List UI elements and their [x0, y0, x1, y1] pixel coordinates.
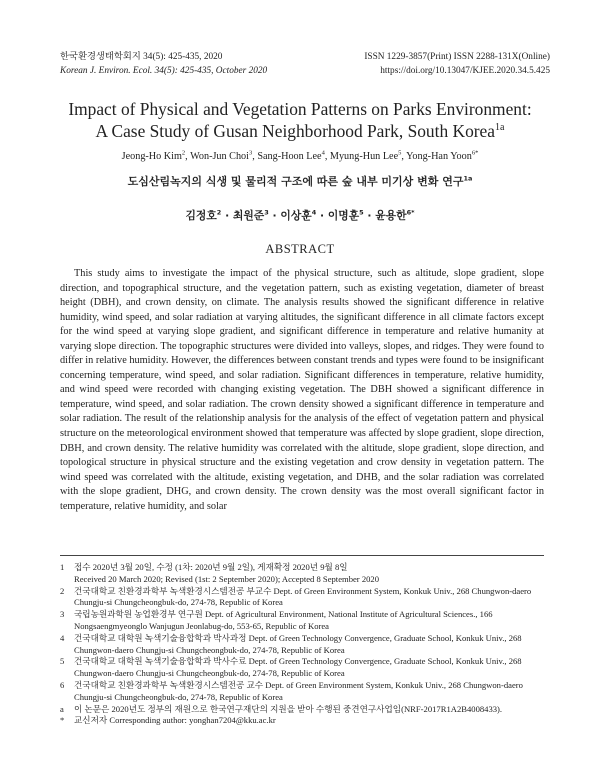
author-list: Jeong-Ho Kim$^2$, Won-Jun Choi$^3$, Sang-Hoon Lee$^4$, Myung-Hun Lee$^5$, Yong-Han Yoon$^{6*}$ [121, 149, 479, 162]
footnote-item [60, 562, 544, 586]
footnote-item [60, 656, 544, 680]
footnote-line: 건국대학교 친환경과학부 녹색환경시스템전공 교수 Dept. of Green Environment System, Konkuk Univ., 268 Chungwon-daero [74, 679, 523, 690]
doi-link[interactable]: https://doi.org/10.13047/KJEE.2020.34.5.425 [380, 66, 550, 76]
korean-author-name: 윤용한 [375, 209, 407, 222]
footnote-line: Chungju-si Chungcheongbuk-do, 274-78, Republic of Korea [74, 597, 283, 608]
author-affiliation-mark: 5 [398, 149, 402, 157]
author-affiliation-mark: 6* [471, 149, 479, 157]
korean-author-list: 김정호$^2$ · 최원준$^3$ · 이상훈$^4$ · 이명훈$^5$ · 윤용한$^{6*}$ [185, 208, 415, 222]
footnote-line: 국립농원과학원 농업환경부 연구원 Dept. of Agricultural Environment, National Institute of Agricultural Sciences., 166 [74, 609, 493, 620]
author-name: Yong-Han Yoon [406, 151, 472, 162]
footnote-mark: 4 [60, 632, 65, 643]
footnote-line: Nongsaengmyeonglo Wanjugun Jeonlabug-do, 553-65, Republic of Korea [74, 620, 330, 631]
footnote-line: Chungwon-daero Chungju-si Chungcheongbuk-do, 274-78, Republic of Korea [74, 668, 345, 679]
footnote-line: 교신저자 Corresponding author: yonghan7204@kku.ac.kr [74, 715, 276, 726]
title-line-2 [40, 120, 560, 142]
paper-title [40, 98, 560, 142]
footnote-mark: 1 [60, 562, 65, 572]
footnote-item [60, 715, 544, 727]
footnote-line: 이 논문은 2020년도 정부의 재원으로 한국연구재단의 지원을 받아 수행된 중견연구사업임(NRF-2017R1A2B4008433). [74, 703, 503, 714]
abstract-body: This study aims to investigate the impact of the physical structure, such as altitude, slope gradient, slope direction, and topographical structure, and the vegetation pattern, such as existing vegetation, diameter of breast height (DBH), and crown density, on climate. The analysis results showed the significant difference in relative humidity, wind speed, and solar radiation at varying altitudes, the significant difference in all climate factors except for the wind speed at varying slope gradient, and significant difference in temperature and relative humanity at varying slope direction. The topographic structures were divided into valleys, slopes, and ridges. They were found to differ in relative humidity. However, the differences between constant trends and types were found to be insignificant concerning temperature, wind speed, and solar radiation. Significant differences in temperature, relative humidity, and wind speed were recorded with changing existing vegetation. The DBH showed a significant difference in temperature, wind speed, and solar radiation. The crown density showed a significant difference in temperature and solar radiation. The result of the relationship analysis for the analysis of the effect of vegetation pattern and physical structure on the meteorological environment showed that temperature was affected by slope gradient, slope direction, DBH, and crown density. The relative humidity was correlated with the altitude, slope gradient, slope direction, and topological structure in physical structure and the existing vegetation and crow density in vegetation pattern. The wind speed was correlated with the altitude, existing vegetation, and DHB, and the solar radiation was correlated with the slope gradient, DHG, and crown density. The crown density was the most overall significant factor in temperature, relative humidity, and solar [60, 268, 544, 512]
journal-header-right [364, 50, 550, 78]
footnote-item [60, 704, 544, 716]
abstract-heading: ABSTRACT [265, 242, 335, 256]
author-name: Sang-Hoon Lee [257, 151, 322, 162]
journal-citation-korean: 한국환경생태학회지 34(5): 425-435, 2020 [60, 52, 223, 62]
korean-author-name: 이명훈 [327, 209, 360, 222]
footnote-line: 접수 2020년 3월 20일, 수정 (1차: 2020년 9월 2일), 게재확정 2020년 9월 8일 [74, 562, 348, 572]
footnote-item [60, 633, 544, 657]
korean-author-affiliation-mark: 3 [264, 208, 269, 217]
author-affiliation-mark: 2 [181, 149, 186, 157]
journal-header-left [60, 50, 267, 78]
footnote-line: 건국대학교 대학원 녹색기술융합학과 박사수료 Dept. of Green Technology Convergence, Graduate School, Konkuk Univ., 268 [74, 656, 522, 667]
footnote-line: Chungwon-daero Chungju-si Chungcheongbuk-do, 274-78, Republic of Korea [74, 644, 345, 655]
footnote-mark: 5 [60, 656, 65, 667]
author-affiliation-mark: 3 [248, 149, 253, 157]
korean-author-name: 이상훈 [280, 209, 312, 222]
footnote-item [60, 609, 544, 633]
title-line-1: Impact of Physical and Vegetation Patterns on Parks Environment: [68, 99, 532, 119]
korean-author-name: 김정호 [185, 209, 217, 222]
footnote-mark: a [60, 703, 64, 714]
author-affiliation-mark: 4 [321, 149, 325, 157]
footnote-mark: 3 [60, 609, 65, 620]
author-name: Won-Jun Choi [190, 151, 249, 162]
author-name: Myung-Hun Lee [329, 151, 399, 162]
title-line-2-text: A Case Study of Gusan Neighborhood Park, South Korea [95, 121, 495, 141]
footnote-mark: * [60, 715, 65, 726]
footnote-item [60, 680, 544, 704]
title-footnote-mark: 1a [495, 122, 505, 134]
footnotes [60, 562, 544, 727]
footnote-mark: 6 [60, 679, 65, 690]
korean-title-footnote-mark: 1a [463, 174, 473, 183]
footnote-item [60, 586, 544, 610]
korean-author-name: 최원준 [232, 209, 265, 222]
journal-citation-english: Korean J. Environ. Ecol. 34(5): 425-435, October 2020 [60, 66, 268, 76]
korean-author-affiliation-mark: 5 [359, 208, 364, 217]
korean-author-affiliation-mark: 2 [216, 208, 222, 217]
footnote-mark: 2 [60, 585, 65, 596]
korean-title [40, 175, 560, 189]
korean-author-affiliation-mark: 4 [311, 208, 317, 217]
issn-line: ISSN 1229-3857(Print) ISSN 2288-131X(Online) [364, 52, 550, 62]
korean-title-text: 도심산림녹지의 식생 및 물리적 구조에 따른 숲 내부 미기상 변화 연구 [127, 175, 464, 188]
author-name: Jeong-Ho Kim [121, 151, 182, 162]
footnote-divider [60, 555, 544, 556]
footnote-line: 건국대학교 대학원 녹색기술융합학과 박사과정 Dept. of Green Technology Convergence, Graduate School, Konkuk Univ., 268 [74, 632, 522, 643]
footnote-line: Received 20 March 2020; Revised (1st: 2 September 2020); Accepted 8 September 2020 [74, 573, 380, 584]
korean-author-affiliation-mark: 6* [406, 208, 415, 217]
footnote-line: 건국대학교 친환경과학부 녹색환경시스템전공 부교수 Dept. of Green Environment System, Konkuk Univ., 268 Chungwon-daero [74, 585, 532, 596]
footnote-line: Chungju-si Chungcheongbuk-do, 274-78, Republic of Korea [74, 691, 283, 702]
